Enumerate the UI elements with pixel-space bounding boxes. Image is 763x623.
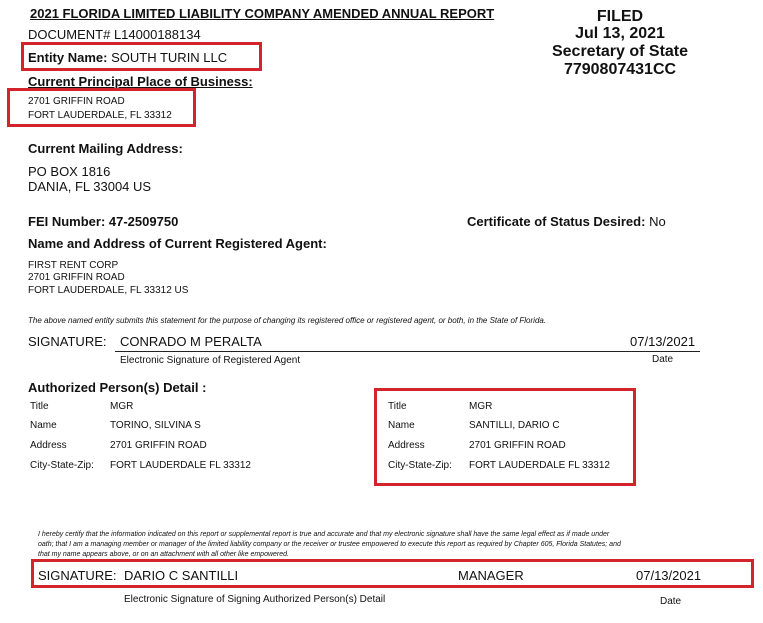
certification-line3: that my name appears above, or on an attachment with all other like empowered.: [38, 551, 289, 558]
person1-name: TORINO, SILVINA S: [110, 420, 201, 431]
agent-signature-name: CONRADO M PERALTA: [120, 334, 262, 349]
person2-title: MGR: [469, 401, 493, 412]
mailing-line1: PO BOX 1816: [28, 164, 111, 179]
person1-address: 2701 GRIFFIN ROAD: [110, 440, 207, 451]
agent-statement: The above named entity submits this statement for the purpose of changing its registered office or registered agent, or both, in the State of Florida.: [28, 316, 547, 325]
highlight-final-signature: [31, 559, 754, 588]
agent-signature-line: [115, 351, 700, 352]
filed-date: Jul 13, 2021: [575, 25, 665, 42]
entity-name-label: Entity Name:: [28, 50, 108, 65]
principal-heading: Current Principal Place of Business:: [28, 74, 253, 89]
filed-number: 7790807431CC: [563, 61, 677, 78]
certificate-value: No: [649, 214, 666, 229]
person1-csz-label: City-State-Zip:: [30, 460, 94, 471]
person2-address-label: Address: [388, 440, 425, 451]
agent-line3: FORT LAUDERDALE, FL 33312 US: [28, 285, 189, 296]
person1-csz: FORT LAUDERDALE FL 33312: [110, 460, 251, 471]
person2-csz: FORT LAUDERDALE FL 33312: [469, 460, 610, 471]
certification-line1: I hereby certify that the information indicated on this report or supplemental report is true and accurate and that my electronic signature shall have the same legal effect as if made under: [38, 531, 610, 538]
final-signature-caption: Electronic Signature of Signing Authorized Person(s) Detail: [124, 594, 386, 605]
filed-office: Secretary of State: [551, 43, 689, 60]
person1-name-label: Name: [30, 420, 57, 431]
mailing-heading: Current Mailing Address:: [28, 141, 183, 156]
principal-line1: 2701 GRIFFIN ROAD: [28, 96, 125, 107]
entity-name-value: SOUTH TURIN LLC: [111, 50, 228, 65]
person2-title-label: Title: [388, 401, 407, 412]
agent-line2: 2701 GRIFFIN ROAD: [28, 272, 125, 283]
person2-address: 2701 GRIFFIN ROAD: [469, 440, 566, 451]
report-title: 2021 FLORIDA LIMITED LIABILITY COMPANY AMENDED ANNUAL REPORT: [30, 6, 495, 21]
mailing-line2: DANIA, FL 33004 US: [28, 179, 152, 194]
person1-title-label: Title: [30, 401, 49, 412]
person2-csz-label: City-State-Zip:: [388, 460, 452, 471]
agent-signature-date: 07/13/2021: [630, 334, 696, 349]
final-signature-label: SIGNATURE:: [38, 568, 117, 583]
highlight-authorized-person-2: [374, 388, 636, 486]
certificate-label: Certificate of Status Desired:: [467, 214, 646, 229]
authorized-heading: Authorized Person(s) Detail :: [28, 380, 207, 395]
agent-date-caption: Date: [652, 354, 674, 365]
agent-heading: Name and Address of Current Registered Agent:: [28, 236, 327, 251]
final-signature-name: DARIO C SANTILLI: [124, 568, 239, 583]
final-signature-title: MANAGER: [458, 568, 524, 583]
certification-line2: oath; that I am a managing member or manager of the limited liability company or the receiver or trustee empowered to execute this report as required by Chapter 605, Florida Statutes; and: [38, 541, 621, 548]
final-date-caption: Date: [660, 596, 682, 607]
agent-signature-label: SIGNATURE:: [28, 334, 107, 349]
person1-address-label: Address: [30, 440, 67, 451]
filed-status: FILED: [596, 8, 644, 25]
agent-line1: FIRST RENT CORP: [28, 260, 119, 271]
principal-line2: FORT LAUDERDALE, FL 33312: [28, 110, 172, 121]
highlight-entity-name: [21, 42, 262, 71]
certificate-row: [467, 214, 666, 229]
final-signature-date: 07/13/2021: [636, 568, 702, 583]
agent-signature-caption: Electronic Signature of Registered Agent: [120, 355, 301, 366]
person1-title: MGR: [110, 401, 134, 412]
fei-number: FEI Number: 47-2509750: [28, 214, 179, 229]
person2-name-label: Name: [388, 420, 415, 431]
document-number: DOCUMENT# L14000188134: [28, 27, 201, 42]
highlight-principal-address: [7, 88, 196, 127]
person2-name: SANTILLI, DARIO C: [469, 420, 560, 431]
